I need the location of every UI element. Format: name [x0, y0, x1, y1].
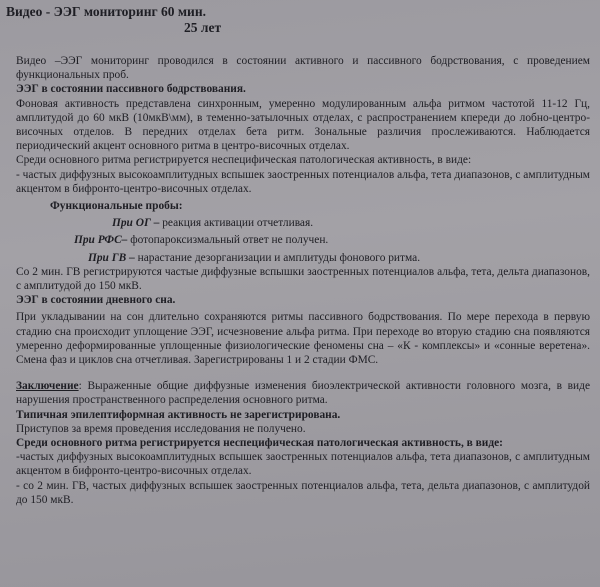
sleep-paragraph: При укладывании на сон длительно сохраняются ритмы пассивного бодрствования. По мере перехода в первую стадию сна происходит уплощение ЭЭГ, исчезновение альфа ритма. При переходе во вторую стадию сна появляются умеренно деформированные уплощенные физиологические феномены сна – «К - комплексы» и «сонные веретена». Смена фаз и циклов сна отчетливая. Зарегистрированы 1 и 2 стадии ФМС. — [16, 311, 590, 367]
probe-og — [112, 216, 590, 230]
probe-rfs-label: При РФС– — [74, 234, 128, 247]
probe-og-label: При ОГ – — [112, 217, 160, 230]
functional-tests-heading: Функциональные пробы: — [50, 200, 183, 213]
conclusion-item-1: -частых диффузных высокоамплитудных вспышек заостренных потенциалов альфа, тета диапазонов, с амплитудным акцентом в бифронто-центро-височных отделах. — [16, 451, 590, 478]
conclusion-item-2: - со 2 мин. ГВ, частых диффузных вспышек заостренных потенциалов альфа, тета, дельта диапазонов, с амплитудой до 150 мкВ. — [16, 479, 590, 506]
epileptiform-line: Типичная эпилептиформная активность не зарегистрирована. — [16, 408, 341, 421]
intro-paragraph: Видео –ЭЭГ мониторинг проводился в состоянии активного и пассивного бодрствования, с проведением функциональных проб. — [16, 55, 590, 82]
conclusion-paragraph — [16, 379, 590, 407]
probe-og-text: реакция активации отчетливая. — [159, 217, 314, 230]
pathology-intro: Среди основного ритма регистрируется неспецифическая патологическая активность, в виде: — [16, 154, 472, 167]
probe-rfs — [74, 233, 590, 247]
document-title: Видео - ЭЭГ мониторинг 60 мин. — [6, 4, 206, 19]
patient-age: 25 лет — [184, 20, 222, 35]
conclusion-pathology-intro: Среди основного ритма регистрируется неспецифическая патологическая активность, в виде: — [16, 437, 503, 450]
conclusion-text: : Выраженные общие диффузные изменения биоэлектрической активности головного мозга, в виде нарушения пространственного распределения основного ритма. — [16, 380, 590, 407]
sleep-heading: ЭЭГ в состоянии дневного сна. — [16, 294, 176, 307]
probe-gv — [88, 251, 590, 265]
seizures-line: Приступов за время проведения исследования не получено. — [16, 422, 306, 435]
conclusion-label: Заключение — [16, 380, 79, 393]
background-activity-paragraph: Фоновая активность представлена синхронным, умеренно модулированным альфа ритмом частотой 11-12 Гц, амплитудой до 60 мкВ (10мкВ\мм), в теменно-затылочных отделах, с распространением кпереди до лобно-центро-височных отделов. В передних отделах бета ритм. Зональные различия прослеживаются. Наблюдается периодический акцент основного ритма в центро-височных отделах. — [16, 97, 590, 153]
probe-gv-text: нарастание дезорганизации и амплитуды фонового ритма. — [134, 251, 421, 264]
hyperventilation-finding: Со 2 мин. ГВ регистрируются частые диффузные вспышки заостренных потенциалов альфа, тета, дельта диапазонов, с амплитудой до 150 мкВ. — [16, 265, 590, 293]
probe-rfs-text: фотопароксизмальный ответ не получен. — [127, 234, 329, 247]
probe-gv-label: При ГВ – — [88, 251, 135, 264]
passive-wake-heading: ЭЭГ в состоянии пассивного бодрствования. — [16, 83, 246, 96]
pathology-item: - частых диффузных высокоамплитудных вспышек заостренных потенциалов альфа, тета диапазонов, с амплитудным акцентом в бифронто-центро-височных отделах. — [16, 168, 590, 195]
